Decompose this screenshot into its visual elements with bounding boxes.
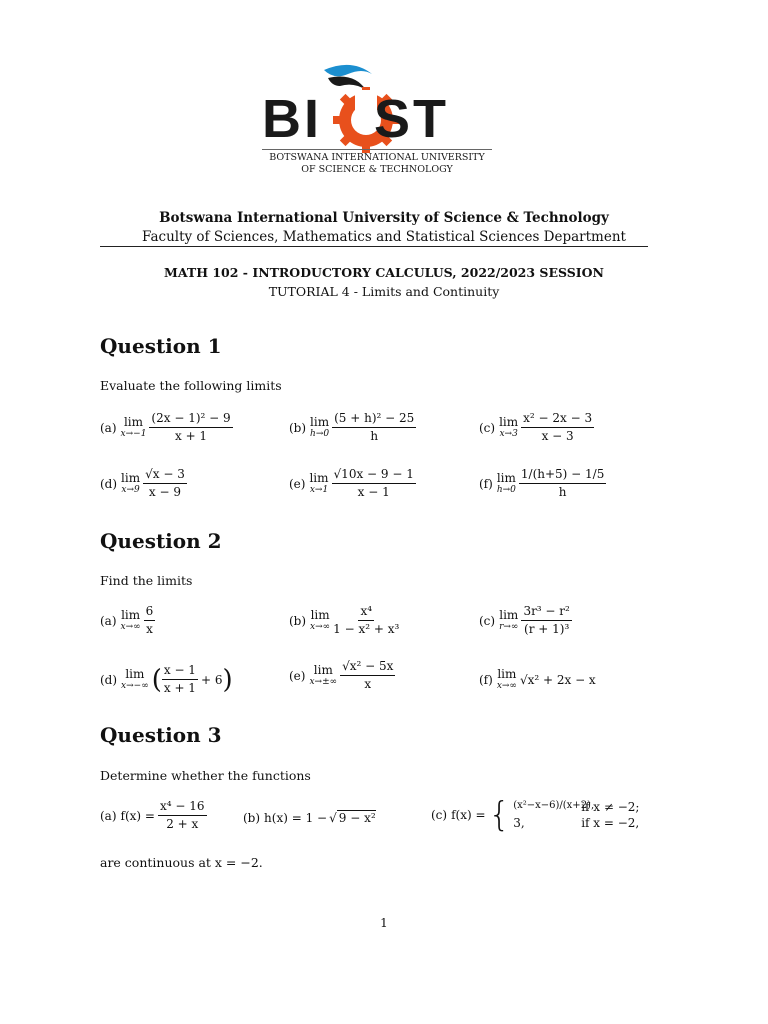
- denominator: x: [364, 677, 372, 692]
- item-label: (c): [431, 808, 448, 822]
- item-label: (e): [289, 668, 306, 683]
- piecewise-cases: [513, 799, 639, 831]
- numerator: √x − 3: [143, 468, 187, 484]
- numerator: √10x − 9 − 1: [332, 468, 416, 484]
- q2-item-a: (a) lim x→∞ $\frac{6}{x}$: [100, 604, 154, 637]
- q2-item-b: (b) lim x→∞ $\frac{\text{x⁴}}{\text{1 − x² + x³}}$: [289, 604, 400, 637]
- tail-term: + 6: [200, 672, 223, 687]
- numerator: 1/(h+5) − 1/5: [519, 468, 606, 484]
- denominator: 1 − x² + x³: [333, 622, 400, 637]
- item-label: (a): [100, 420, 117, 435]
- q3-item-c: [431, 795, 640, 835]
- denominator: x − 1: [357, 485, 390, 500]
- q2-item-f: (f) lim x→∞ √x² + 2x − x: [479, 667, 596, 691]
- limit-subscript: x→±∞: [309, 677, 338, 688]
- item-label: (e): [289, 476, 306, 491]
- limit-subscript: x→−∞: [121, 681, 149, 692]
- denominator: x − 9: [148, 485, 182, 500]
- denominator: x − 3: [541, 429, 574, 444]
- q2-item-c: (c) lim r→∞ $\frac{\text{3r³ − r²}}{\text{(r + 1)³}}$: [479, 604, 570, 637]
- q3-item-a: [100, 800, 207, 831]
- course-title: MATH 102 - INTRODUCTORY CALCULUS, 2022/2023 SESSION: [164, 265, 604, 280]
- denominator: h: [370, 429, 379, 444]
- limit-subscript: x→−1: [120, 429, 147, 440]
- expression: √x² + 2x − x: [519, 672, 596, 687]
- limit-subscript: r→∞: [499, 622, 519, 633]
- item-label: (c): [479, 420, 496, 435]
- item-label: (a): [100, 808, 117, 823]
- numerator: (5 + h)² − 25: [332, 412, 416, 428]
- numerator: 3r³ − r²: [521, 605, 571, 621]
- numerator: 6: [144, 605, 156, 621]
- q1-item-f: (f) lim h→0 $\frac{1/(h+5) - 1/5}{h}$: [479, 467, 605, 500]
- item-label: (c): [479, 613, 496, 628]
- item-label: (a): [100, 613, 117, 628]
- question-3-trailing-text: are continuous at x = −2.: [100, 855, 263, 870]
- limit-subscript: x→1: [309, 485, 329, 496]
- radicand: 9 − x²: [338, 811, 376, 825]
- item-label: (d): [100, 476, 118, 491]
- numerator: √x² − 5x: [340, 660, 395, 676]
- question-1-heading: Question 1: [100, 334, 222, 358]
- case-1-condition: if x ≠ −2;: [581, 799, 640, 814]
- question-3-heading: Question 3: [100, 723, 222, 747]
- limit-subscript: h→0: [310, 429, 330, 440]
- limit-subscript: h→0: [496, 485, 516, 496]
- numerator: x² − 2x − 3: [521, 412, 594, 428]
- tutorial-title: TUTORIAL 4 - Limits and Continuity: [268, 284, 500, 299]
- limit-subscript: x→∞: [120, 622, 141, 633]
- item-label: (b): [289, 420, 307, 435]
- question-2-instruction: Find the limits: [100, 573, 193, 588]
- item-label: (f): [479, 476, 493, 491]
- function-lhs: f(x) =: [120, 808, 155, 823]
- function-lhs: f(x) =: [451, 808, 486, 822]
- logo-line1: BOTSWANA INTERNATIONAL UNIVERSITY: [269, 152, 485, 163]
- item-label: (f): [479, 672, 493, 687]
- header-divider: [100, 246, 648, 247]
- case-2-condition: if x = −2,: [581, 816, 640, 830]
- left-brace: {: [488, 795, 511, 835]
- denominator: h: [558, 485, 567, 500]
- q1-item-a: (a) lim x→−1 $\frac{\text{(2x − 1)² − 9}}{x + 1}$: [100, 411, 231, 444]
- q1-item-d: (d) lim x→9 $\frac{√x - 3}{x - 9}$: [100, 467, 185, 500]
- question-3-instruction: Determine whether the functions: [100, 768, 311, 783]
- question-2-heading: Question 2: [100, 529, 222, 553]
- q1-item-c: (c) lim x→3 $\frac{\text{x² − 2x − 3}}{x - 3}$: [479, 411, 593, 444]
- denominator: x + 1: [163, 681, 196, 696]
- function-lhs: h(x) = 1 −: [264, 810, 328, 825]
- logo-divider: [262, 149, 492, 150]
- limit-subscript: x→9: [121, 485, 140, 496]
- limit-subscript: x→∞: [310, 622, 331, 633]
- denominator: (r + 1)³: [524, 622, 570, 637]
- case-2-expression: 3,: [513, 816, 525, 830]
- numerator: (2x − 1)² − 9: [149, 412, 232, 428]
- case-1-expression: (x²−x−6)/(x+2),: [513, 799, 595, 811]
- page-number: 1: [380, 916, 388, 930]
- denominator: 2 + x: [166, 817, 199, 832]
- q2-item-e: (e) lim x→±∞ $\frac{\text{√x² − 5x}}{x}$: [289, 659, 394, 692]
- university-name: Botswana International University of Science & Technology: [159, 210, 609, 226]
- q3-item-b: (b) h(x) = 1 − √ 9 − x²: [243, 810, 376, 825]
- item-label: (b): [289, 613, 307, 628]
- numerator: x − 1: [162, 664, 198, 680]
- item-label: (b): [243, 810, 261, 825]
- faculty-name: Faculty of Sciences, Mathematics and Statistical Sciences Department: [142, 229, 626, 245]
- logo-wordmark: BI ST: [262, 89, 450, 149]
- numerator: x⁴ − 16: [158, 800, 207, 816]
- denominator: x: [146, 622, 153, 637]
- q1-item-b: (b) lim h→0 $\frac{\text{(5 + h)² − 25}}{h}$: [289, 411, 415, 444]
- university-logo: [262, 60, 492, 182]
- denominator: x + 1: [174, 429, 208, 444]
- question-1-instruction: Evaluate the following limits: [100, 378, 282, 393]
- item-label: (d): [100, 672, 118, 687]
- numerator: x⁴: [358, 605, 374, 621]
- limit-subscript: x→3: [499, 429, 518, 440]
- q2-item-d: (d) lim x→−∞ ( $\frac{x - 1}{x + 1}$ + 6 ): [100, 663, 233, 696]
- q1-item-e: (e) lim x→1 $\frac{√10x - 9 - 1}{x - 1}$: [289, 467, 414, 500]
- logo-line2: OF SCIENCE & TECHNOLOGY: [301, 164, 453, 175]
- limit-subscript: x→∞: [496, 681, 517, 691]
